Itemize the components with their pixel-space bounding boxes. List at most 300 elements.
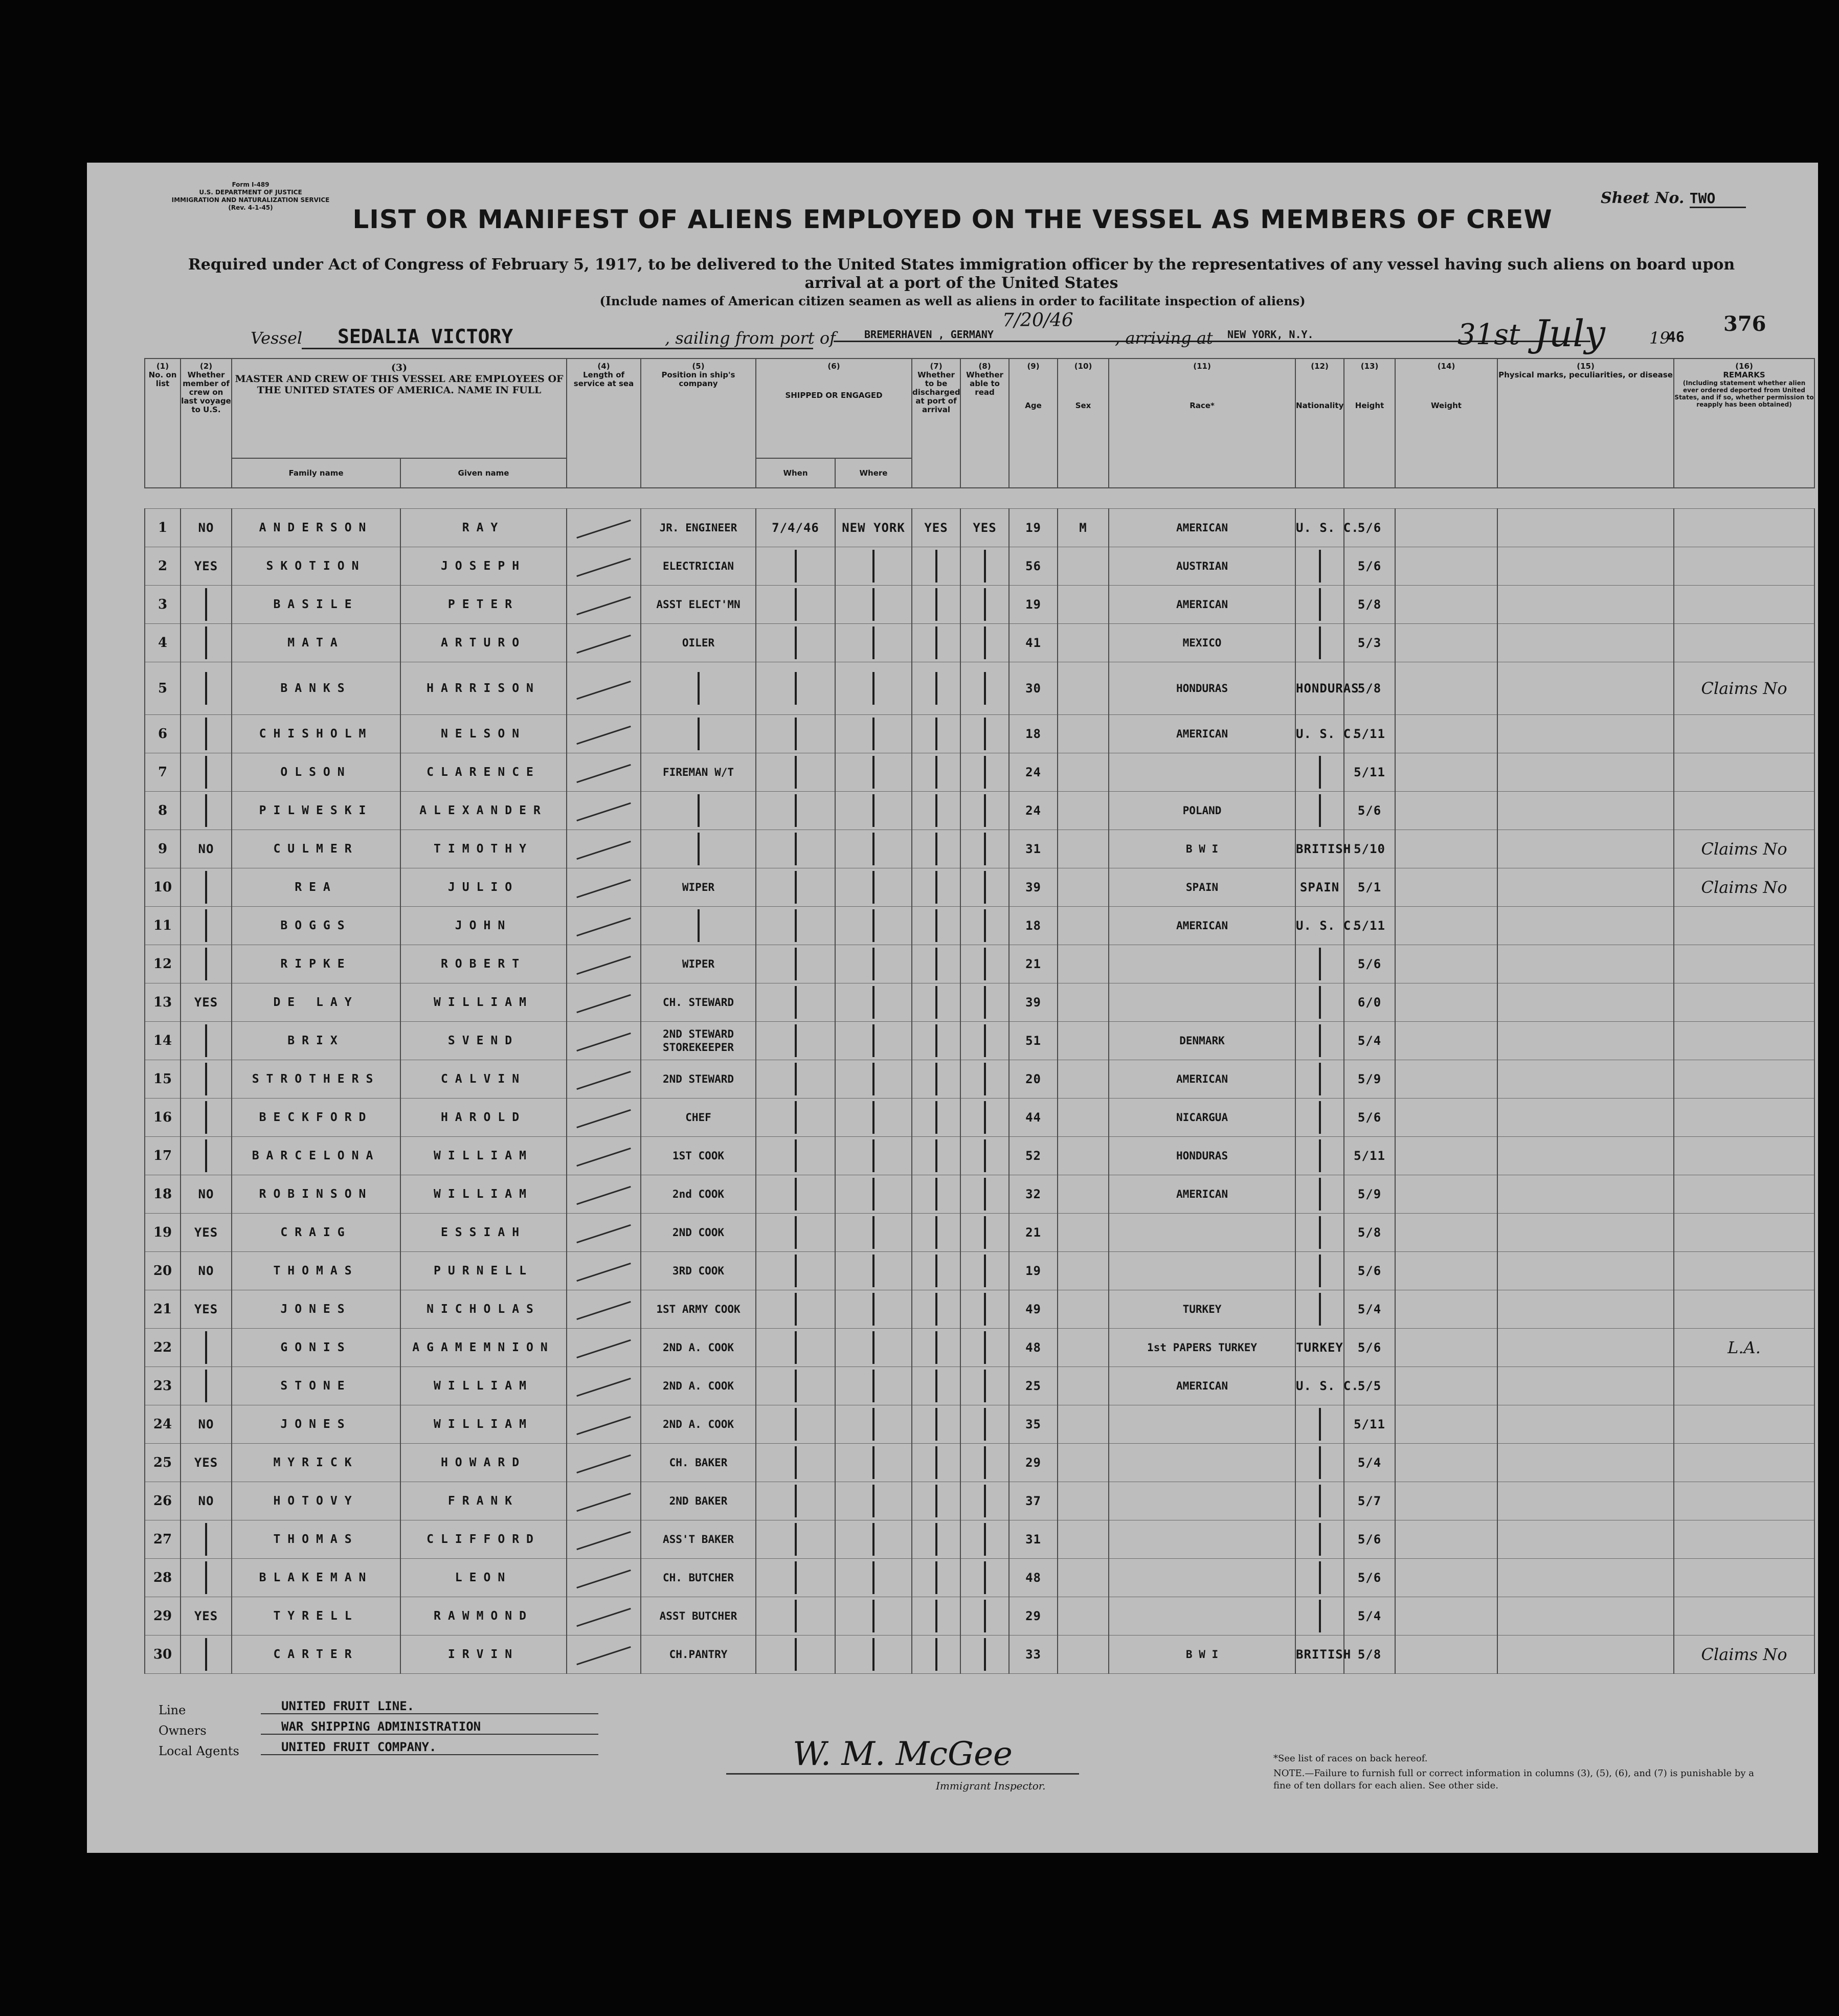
- physical-marks-cell: [1497, 1482, 1674, 1520]
- age-cell: 39: [1009, 983, 1058, 1021]
- ditto-mark: [984, 1523, 986, 1556]
- position-cell: FIREMAN W/T: [641, 753, 756, 791]
- ditto-mark: [935, 1063, 937, 1095]
- col-family-name: Family name: [232, 458, 400, 488]
- age-cell: 44: [1009, 1098, 1058, 1136]
- height-cell: 5/8: [1344, 1635, 1395, 1673]
- ditto-mark: [935, 1446, 937, 1479]
- discharged-cell: [912, 1367, 960, 1405]
- height-cell: 5/8: [1344, 1213, 1395, 1251]
- shipped-where-cell: [835, 1290, 912, 1328]
- shipped-when-cell: [756, 791, 835, 830]
- physical-marks-cell: [1497, 1251, 1674, 1290]
- sex-cell: [1058, 1213, 1109, 1251]
- ditto-mark: [1319, 1024, 1321, 1057]
- shipped-where-cell: [835, 1367, 912, 1405]
- sex-cell: [1058, 1405, 1109, 1443]
- ditto-mark: [1319, 1216, 1321, 1249]
- shipped-where-cell: [835, 585, 912, 623]
- table-row: [145, 1060, 1814, 1098]
- ditto-mark: [872, 1101, 874, 1134]
- year-prefix: 19: [1649, 328, 1670, 348]
- physical-marks-cell: [1497, 1021, 1674, 1060]
- age-cell: 29: [1009, 1597, 1058, 1635]
- physical-marks-cell: [1497, 945, 1674, 983]
- sex-cell: [1058, 1021, 1109, 1060]
- ditto-mark: [795, 1523, 797, 1556]
- physical-marks-cell: [1497, 1520, 1674, 1558]
- ditto-mark: [872, 718, 874, 750]
- able-to-read-cell: YES: [960, 508, 1009, 547]
- shipped-where-cell: [835, 1328, 912, 1367]
- weight-cell: [1395, 1367, 1497, 1405]
- position-cell: 2ND A. COOK: [641, 1328, 756, 1367]
- ditto-mark: [935, 588, 937, 621]
- ditto-mark: [795, 626, 797, 659]
- ditto-mark: [205, 1370, 207, 1402]
- given-name-cell: CALVIN: [400, 1060, 567, 1098]
- check-mark-icon: [576, 1339, 631, 1358]
- sailing-label: , sailing from port of: [665, 328, 836, 348]
- arrival-month: July: [1534, 312, 1605, 355]
- page-number: 376: [1723, 312, 1766, 336]
- race-cell: [1109, 1558, 1295, 1597]
- nationality-cell: SPAIN: [1295, 868, 1344, 906]
- race-cell: AMERICAN: [1109, 714, 1295, 753]
- shipped-where-cell: [835, 1482, 912, 1520]
- family-name-cell: BLAKEMAN: [232, 1558, 400, 1597]
- position-cell: [641, 791, 756, 830]
- col-remarks: (16) REMARKS (Including statement whether alien ever ordered deported from United States, and if so, whether permission to reapply has been obtained): [1674, 359, 1814, 488]
- discharged-cell: [912, 662, 960, 714]
- sex-cell: [1058, 1098, 1109, 1136]
- remarks-cell: [1674, 623, 1814, 662]
- ditto-mark: [984, 1485, 986, 1517]
- ditto-mark: [795, 1408, 797, 1441]
- discharged-cell: [912, 1405, 960, 1443]
- ditto-mark: [872, 756, 874, 789]
- weight-cell: [1395, 906, 1497, 945]
- race-cell: TURKEY: [1109, 1290, 1295, 1328]
- race-cell: AMERICAN: [1109, 1060, 1295, 1098]
- ditto-mark: [984, 948, 986, 980]
- weight-cell: [1395, 1098, 1497, 1136]
- shipped-when-cell: [756, 830, 835, 868]
- age-cell: 32: [1009, 1175, 1058, 1213]
- col-no: (1) No. on list: [145, 359, 181, 488]
- given-name-cell: JULIO: [400, 868, 567, 906]
- age-cell: 18: [1009, 906, 1058, 945]
- year-suffix: 46: [1667, 328, 1685, 345]
- able-to-read-cell: [960, 1597, 1009, 1635]
- remarks-cell: [1674, 945, 1814, 983]
- previous-voyage-cell: [181, 1098, 232, 1136]
- previous-voyage-cell: [181, 1328, 232, 1367]
- given-name-cell: IRVIN: [400, 1635, 567, 1673]
- weight-cell: [1395, 714, 1497, 753]
- nationality-cell: [1295, 1520, 1344, 1558]
- sex-cell: [1058, 547, 1109, 585]
- shipped-when-cell: [756, 585, 835, 623]
- given-name-cell: WILLIAM: [400, 1367, 567, 1405]
- row-number: 21: [145, 1290, 181, 1328]
- row-number: 27: [145, 1520, 181, 1558]
- table-row: [145, 906, 1814, 945]
- nationality-cell: [1295, 945, 1344, 983]
- shipped-when-cell: [756, 1328, 835, 1367]
- family-name-cell: BECKFORD: [232, 1098, 400, 1136]
- arriving-label: , arriving at: [1115, 328, 1213, 348]
- discharged-cell: [912, 1213, 960, 1251]
- shipped-where-cell: [835, 983, 912, 1021]
- remarks-cell: L.A.: [1674, 1328, 1814, 1367]
- family-name-cell: CHISHOLM: [232, 714, 400, 753]
- shipped-where-cell: [835, 1597, 912, 1635]
- ditto-mark: [872, 1139, 874, 1172]
- given-name-cell: JOHN: [400, 906, 567, 945]
- family-name-cell: BASILE: [232, 585, 400, 623]
- ditto-mark: [984, 986, 986, 1019]
- weight-cell: [1395, 1520, 1497, 1558]
- ditto-mark: [935, 794, 937, 827]
- physical-marks-cell: [1497, 662, 1674, 714]
- able-to-read-cell: [960, 714, 1009, 753]
- position-cell: WIPER: [641, 945, 756, 983]
- row-number: 18: [145, 1175, 181, 1213]
- ditto-mark: [984, 1638, 986, 1671]
- row-number: 16: [145, 1098, 181, 1136]
- crew-rows: [145, 508, 1814, 1673]
- ditto-mark: [984, 1408, 986, 1441]
- ditto-mark: [795, 1293, 797, 1326]
- height-cell: 5/11: [1344, 906, 1395, 945]
- race-cell: 1st PAPERS TURKEY: [1109, 1328, 1295, 1367]
- table-row: [145, 1213, 1814, 1251]
- ditto-mark: [795, 1216, 797, 1249]
- length-service-cell: [567, 1060, 641, 1098]
- check-mark-icon: [576, 1109, 631, 1128]
- ditto-mark: [795, 1561, 797, 1594]
- ditto-mark: [872, 794, 874, 827]
- ditto-mark: [984, 1293, 986, 1326]
- position-cell: [641, 906, 756, 945]
- sex-cell: [1058, 585, 1109, 623]
- position-cell: 2ND BAKER: [641, 1482, 756, 1520]
- weight-cell: [1395, 753, 1497, 791]
- ditto-mark: [984, 756, 986, 789]
- nationality-cell: BRITISH: [1295, 830, 1344, 868]
- physical-marks-cell: [1497, 623, 1674, 662]
- remarks-cell: [1674, 1367, 1814, 1405]
- position-cell: WIPER: [641, 868, 756, 906]
- ditto-mark: [795, 756, 797, 789]
- length-service-cell: [567, 662, 641, 714]
- sex-cell: [1058, 1367, 1109, 1405]
- age-cell: 52: [1009, 1136, 1058, 1175]
- ditto-mark: [205, 1024, 207, 1057]
- nationality-cell: [1295, 1060, 1344, 1098]
- page-subtitle: Required under Act of Congress of February 5, 1917, to be delivered to the United States immigration officer by the representatives of any vessel having such aliens on board upon arrival at a port of the United States: [188, 256, 1735, 292]
- shipped-where-cell: [835, 1098, 912, 1136]
- length-service-cell: [567, 1136, 641, 1175]
- sex-cell: [1058, 1251, 1109, 1290]
- ditto-mark: [935, 1370, 937, 1402]
- ditto-mark: [698, 909, 700, 942]
- ditto-mark: [872, 948, 874, 980]
- ditto-mark: [205, 1523, 207, 1556]
- position-cell: 2ND COOK: [641, 1213, 756, 1251]
- height-cell: 5/6: [1344, 1328, 1395, 1367]
- table-row: [145, 1520, 1814, 1558]
- age-cell: 24: [1009, 791, 1058, 830]
- height-cell: 5/6: [1344, 1558, 1395, 1597]
- table-row: [145, 983, 1814, 1021]
- length-service-cell: [567, 1213, 641, 1251]
- nationality-cell: [1295, 547, 1344, 585]
- shipped-when-cell: [756, 1175, 835, 1213]
- given-name-cell: ESSIAH: [400, 1213, 567, 1251]
- weight-cell: [1395, 1213, 1497, 1251]
- length-service-cell: [567, 753, 641, 791]
- check-mark-icon: [576, 1186, 631, 1205]
- age-cell: 19: [1009, 1251, 1058, 1290]
- ditto-mark: [205, 626, 207, 659]
- ditto-mark: [205, 1561, 207, 1594]
- age-cell: 18: [1009, 714, 1058, 753]
- remarks-cell: [1674, 1060, 1814, 1098]
- row-number: 8: [145, 791, 181, 830]
- check-mark-icon: [576, 1263, 631, 1282]
- age-cell: 33: [1009, 1635, 1058, 1673]
- discharged-cell: [912, 714, 960, 753]
- ditto-mark: [984, 1063, 986, 1095]
- ditto-mark: [984, 1561, 986, 1594]
- discharged-cell: YES: [912, 508, 960, 547]
- nationality-cell: TURKEY: [1295, 1328, 1344, 1367]
- family-name-cell: ROBINSON: [232, 1175, 400, 1213]
- length-service-cell: [567, 508, 641, 547]
- family-name-cell: TYRELL: [232, 1597, 400, 1635]
- table-row: [145, 1405, 1814, 1443]
- shipped-where-cell: [835, 662, 912, 714]
- discharged-cell: [912, 1175, 960, 1213]
- row-number: 22: [145, 1328, 181, 1367]
- sex-cell: [1058, 753, 1109, 791]
- height-cell: 5/6: [1344, 945, 1395, 983]
- nationality-cell: U. S. C.: [1295, 508, 1344, 547]
- check-mark-icon: [576, 1224, 631, 1243]
- family-name-cell: GONIS: [232, 1328, 400, 1367]
- weight-cell: [1395, 1251, 1497, 1290]
- ditto-mark: [795, 871, 797, 904]
- nationality-cell: [1295, 1290, 1344, 1328]
- remarks-cell: [1674, 1136, 1814, 1175]
- check-mark-icon: [576, 956, 631, 975]
- weight-cell: [1395, 1597, 1497, 1635]
- given-name-cell: JOSEPH: [400, 547, 567, 585]
- row-number: 29: [145, 1597, 181, 1635]
- length-service-cell: [567, 714, 641, 753]
- family-name-cell: BANKS: [232, 662, 400, 714]
- nationality-cell: [1295, 1405, 1344, 1443]
- ditto-mark: [872, 1178, 874, 1211]
- previous-voyage-cell: YES: [181, 547, 232, 585]
- sex-cell: [1058, 1635, 1109, 1673]
- physical-marks-cell: [1497, 1290, 1674, 1328]
- family-name-cell: RIPKE: [232, 945, 400, 983]
- ditto-mark: [795, 948, 797, 980]
- given-name-cell: ARTURO: [400, 623, 567, 662]
- ditto-mark: [795, 986, 797, 1019]
- position-cell: ASST ELECT'MN: [641, 585, 756, 623]
- ditto-mark: [205, 1063, 207, 1095]
- physical-marks-cell: [1497, 1405, 1674, 1443]
- ditto-mark: [872, 626, 874, 659]
- row-number: 10: [145, 868, 181, 906]
- ditto-mark: [872, 1523, 874, 1556]
- shipped-when-cell: [756, 1021, 835, 1060]
- row-number: 13: [145, 983, 181, 1021]
- physical-marks-cell: [1497, 1635, 1674, 1673]
- header-spacer: [145, 488, 1814, 508]
- ditto-mark: [872, 833, 874, 865]
- weight-cell: [1395, 1482, 1497, 1520]
- height-cell: 5/6: [1344, 547, 1395, 585]
- ditto-mark: [872, 1446, 874, 1479]
- position-cell: JR. ENGINEER: [641, 508, 756, 547]
- weight-cell: [1395, 868, 1497, 906]
- col-previous-voyage: (2) Whether member of crew on last voyage to U.S.: [181, 359, 232, 488]
- ditto-mark: [1319, 1523, 1321, 1556]
- remarks-cell: [1674, 1213, 1814, 1251]
- length-service-cell: [567, 945, 641, 983]
- ditto-mark: [935, 1216, 937, 1249]
- manifest-sheet: [87, 163, 1818, 1853]
- remarks-cell: [1674, 1405, 1814, 1443]
- ditto-mark: [795, 718, 797, 750]
- ditto-mark: [872, 871, 874, 904]
- given-name-cell: HARRISON: [400, 662, 567, 714]
- ditto-mark: [795, 1485, 797, 1517]
- sail-date-note: 7/20/46: [1002, 310, 1073, 331]
- able-to-read-cell: [960, 753, 1009, 791]
- age-cell: 41: [1009, 623, 1058, 662]
- shipped-when-cell: [756, 623, 835, 662]
- height-cell: 5/11: [1344, 1136, 1395, 1175]
- position-cell: 1ST ARMY COOK: [641, 1290, 756, 1328]
- voyage-line: [251, 310, 1757, 355]
- physical-marks-cell: [1497, 1443, 1674, 1482]
- check-mark-icon: [576, 802, 631, 821]
- able-to-read-cell: [960, 585, 1009, 623]
- ditto-mark: [935, 833, 937, 865]
- nationality-cell: HONDURAS: [1295, 662, 1344, 714]
- shipped-when-cell: 7/4/46: [756, 508, 835, 547]
- family-name-cell: STROTHERS: [232, 1060, 400, 1098]
- previous-voyage-cell: [181, 753, 232, 791]
- ditto-mark: [935, 718, 937, 750]
- agents-value: UNITED FRUIT COMPANY.: [261, 1740, 598, 1755]
- nationality-cell: [1295, 791, 1344, 830]
- table-row: [145, 791, 1814, 830]
- weight-cell: [1395, 1558, 1497, 1597]
- height-cell: 5/3: [1344, 623, 1395, 662]
- able-to-read-cell: [960, 1328, 1009, 1367]
- line-label: Line: [159, 1703, 186, 1717]
- col-physical-marks: (15) Physical marks, peculiarities, or disease: [1497, 359, 1674, 488]
- race-cell: AMERICAN: [1109, 906, 1295, 945]
- given-name-cell: NICHOLAS: [400, 1290, 567, 1328]
- age-cell: 19: [1009, 585, 1058, 623]
- nationality-cell: [1295, 1021, 1344, 1060]
- position-cell: [641, 662, 756, 714]
- discharged-cell: [912, 1443, 960, 1482]
- check-mark-icon: [576, 520, 631, 539]
- age-cell: 48: [1009, 1328, 1058, 1367]
- position-cell: 2nd COOK: [641, 1175, 756, 1213]
- sex-cell: [1058, 1328, 1109, 1367]
- physical-marks-cell: [1497, 547, 1674, 585]
- weight-cell: [1395, 1405, 1497, 1443]
- age-cell: 20: [1009, 1060, 1058, 1098]
- ditto-mark: [935, 1485, 937, 1517]
- form-number: Form I-489: [232, 181, 270, 188]
- table-row: [145, 753, 1814, 791]
- family-name-cell: REA: [232, 868, 400, 906]
- shipped-when-cell: [756, 662, 835, 714]
- race-cell: AMERICAN: [1109, 585, 1295, 623]
- family-name-cell: BRIX: [232, 1021, 400, 1060]
- ditto-mark: [935, 550, 937, 583]
- table-row: [145, 1098, 1814, 1136]
- family-name-cell: SKOTION: [232, 547, 400, 585]
- previous-voyage-cell: [181, 791, 232, 830]
- sex-cell: [1058, 1558, 1109, 1597]
- weight-cell: [1395, 1060, 1497, 1098]
- discharged-cell: [912, 547, 960, 585]
- length-service-cell: [567, 1328, 641, 1367]
- position-cell: 2ND A. COOK: [641, 1367, 756, 1405]
- ditto-mark: [872, 588, 874, 621]
- able-to-read-cell: [960, 1443, 1009, 1482]
- nationality-cell: [1295, 1098, 1344, 1136]
- ditto-mark: [984, 672, 986, 705]
- weight-cell: [1395, 1290, 1497, 1328]
- age-cell: 48: [1009, 1558, 1058, 1597]
- remarks-cell: [1674, 1098, 1814, 1136]
- line-value: UNITED FRUIT LINE.: [261, 1699, 598, 1714]
- row-number: 1: [145, 508, 181, 547]
- row-number: 11: [145, 906, 181, 945]
- weight-cell: [1395, 1443, 1497, 1482]
- shipped-when-cell: [756, 868, 835, 906]
- sex-cell: [1058, 1443, 1109, 1482]
- shipped-where-cell: [835, 1136, 912, 1175]
- race-cell: AMERICAN: [1109, 1367, 1295, 1405]
- ditto-mark: [698, 794, 700, 827]
- table-row: [145, 1367, 1814, 1405]
- given-name-cell: PETER: [400, 585, 567, 623]
- previous-voyage-cell: [181, 868, 232, 906]
- row-number: 4: [145, 623, 181, 662]
- ditto-mark: [984, 909, 986, 942]
- owners-value: WAR SHIPPING ADMINISTRATION: [261, 1719, 598, 1735]
- remarks-cell: [1674, 547, 1814, 585]
- sex-cell: [1058, 623, 1109, 662]
- check-mark-icon: [576, 1531, 631, 1550]
- remarks-cell: [1674, 983, 1814, 1021]
- position-cell: ASS'T BAKER: [641, 1520, 756, 1558]
